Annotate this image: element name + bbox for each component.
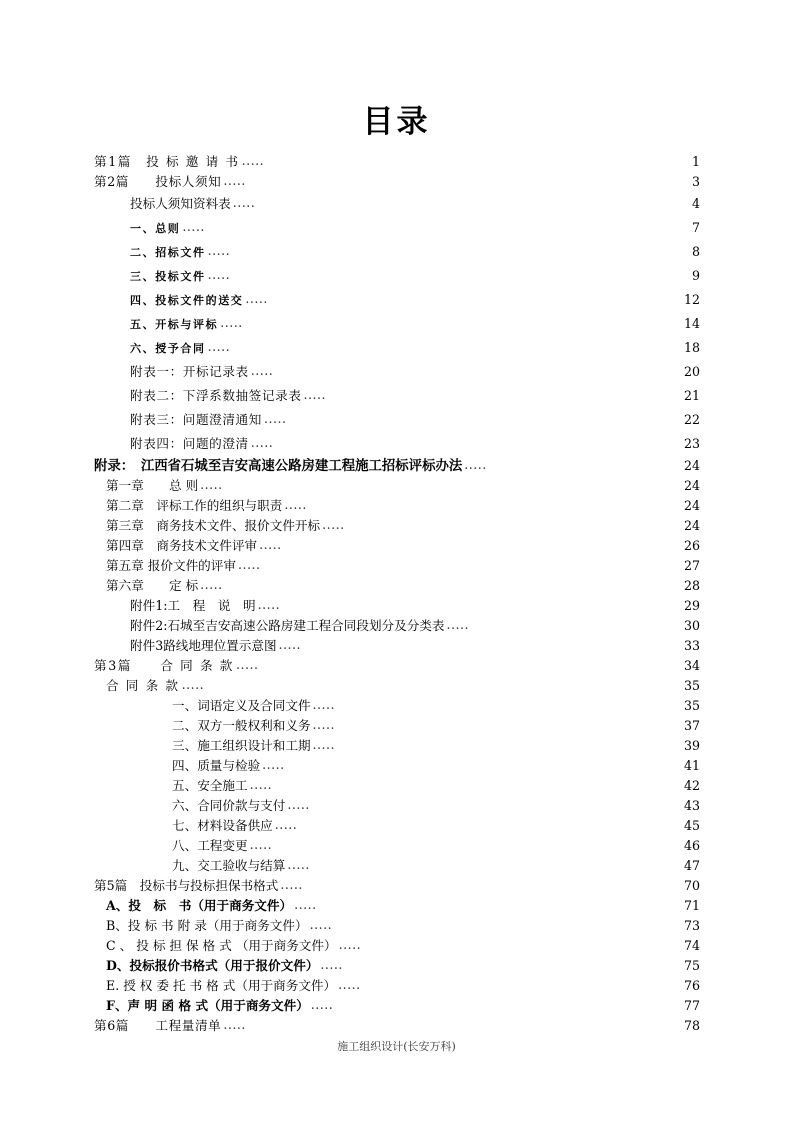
toc-entry[interactable] <box>94 536 700 556</box>
toc-entry-label: 附件2:石城至吉安高速公路房建工程合同段划分及分类表 <box>130 618 445 633</box>
toc-entry-label: 五、开标与评标 <box>130 318 219 331</box>
toc-leader: ..... <box>207 267 231 282</box>
toc-entry[interactable] <box>94 836 700 856</box>
toc-entry-page: 30 <box>683 618 700 633</box>
toc-entry-page: 7 <box>691 220 700 235</box>
toc-leader: ..... <box>249 777 273 792</box>
toc-entry[interactable] <box>94 776 700 796</box>
toc-entry-label: 五、安全施工 <box>172 778 248 793</box>
toc-entry[interactable] <box>94 876 700 896</box>
toc-entry[interactable] <box>94 384 700 408</box>
toc-leader: ..... <box>284 497 307 512</box>
toc-entry[interactable] <box>94 240 700 264</box>
toc-entry-page: 12 <box>683 292 700 307</box>
toc-entry-label: 第5篇 投标书与投标担保书格式 <box>94 878 279 893</box>
toc-leader: ..... <box>250 363 274 378</box>
toc-leader: ..... <box>278 637 302 652</box>
toc-entry-page: 41 <box>683 758 700 773</box>
toc-entry-page: 29 <box>683 598 700 613</box>
toc-leader: ..... <box>263 411 287 426</box>
toc-entry-page: 43 <box>683 798 700 813</box>
toc-entry[interactable] <box>94 696 700 716</box>
toc-entry-label: E. 授 权 委 托 书 格 式（用于商务文件） <box>106 978 337 993</box>
toc-entry-page: 24 <box>683 458 700 473</box>
toc-entry-page: 1 <box>691 154 700 169</box>
toc-entry-label: 九、交工验收与结算 <box>172 858 286 873</box>
toc-entry-page: 26 <box>683 538 700 553</box>
toc-entry-label: 七、材料设备供应 <box>172 818 273 833</box>
toc-entry-label: 附录： 江西省石城至吉安高速公路房建工程施工招标评标办法 <box>94 458 463 474</box>
toc-entry-page: 24 <box>683 498 700 513</box>
page-footer: 施工组织设计(长安万科) <box>337 1040 456 1053</box>
toc-leader: ..... <box>181 677 205 692</box>
toc-entry-page: 35 <box>683 698 700 713</box>
toc-entry-page: 22 <box>683 412 700 427</box>
toc-leader: ..... <box>287 797 310 812</box>
page-title: 目录 <box>362 104 431 140</box>
toc-entry-page: 37 <box>683 718 700 733</box>
toc-entry-label: 第二章 评标工作的组织与职责 <box>106 498 283 513</box>
toc-entry-label: 附表四：问题的澄清 <box>130 436 249 451</box>
toc-entry[interactable] <box>94 736 700 756</box>
toc-leader: ..... <box>200 577 223 592</box>
toc-leader: ..... <box>182 219 205 234</box>
toc-entry[interactable] <box>94 1016 700 1036</box>
toc-entry[interactable] <box>94 312 700 336</box>
toc-leader: ..... <box>338 977 361 992</box>
toc-leader: ..... <box>312 737 336 752</box>
toc-entry[interactable] <box>94 496 700 516</box>
toc-entry-label: 一、总则 <box>130 222 181 235</box>
toc-entry[interactable] <box>94 916 700 936</box>
toc-entry-page: 33 <box>683 638 700 653</box>
toc-entry[interactable] <box>94 976 700 996</box>
toc-entry-page: 23 <box>683 436 700 451</box>
toc-entry-label: 第一章 总 则 <box>106 478 199 493</box>
toc-entry[interactable] <box>94 336 700 360</box>
toc-entry-page: 47 <box>683 858 700 873</box>
toc-entry[interactable] <box>94 936 700 956</box>
toc-entry-label: B、投 标 书 附 录（用于商务文件） <box>106 918 308 933</box>
toc-leader: ..... <box>280 877 303 892</box>
toc-entry-label: 第四章 商务技术文件评审 <box>106 538 258 553</box>
toc-leader: ..... <box>320 957 343 972</box>
toc-entry-label: 三、投标文件 <box>130 270 206 283</box>
toc-entry-label: 三、施工组织设计和工期 <box>172 738 311 753</box>
toc-leader: ..... <box>245 291 268 306</box>
toc-entry-page: 34 <box>683 658 700 673</box>
toc-entry-page: 24 <box>683 478 700 493</box>
toc-entry[interactable] <box>94 456 700 476</box>
toc-entry[interactable] <box>94 288 700 312</box>
toc-entry-label: 二、双方一般权利和义务 <box>172 718 311 733</box>
toc-entry-page: 20 <box>683 364 700 379</box>
toc-entry-label: 第三章 商务技术文件、报价文件开标 <box>106 518 321 533</box>
toc-entry-label: 四、质量与检验 <box>172 758 261 773</box>
toc-entry[interactable] <box>94 636 700 656</box>
toc-entry-page: 76 <box>683 978 700 993</box>
toc-entry-label: 一、词语定义及合同文件 <box>172 698 311 713</box>
toc-entry-label: 第1篇 投 标 邀 请 书 <box>94 154 240 169</box>
toc-leader: ..... <box>249 837 273 852</box>
toc-entry-label: 第6篇 工程量清单 <box>94 1018 222 1033</box>
toc-entry-label: 四、投标文件的送交 <box>130 294 244 307</box>
toc-entry[interactable] <box>94 956 700 976</box>
toc-entry-page: 35 <box>683 678 700 693</box>
toc-leader: ..... <box>223 1017 246 1032</box>
toc-leader: ..... <box>446 617 470 632</box>
toc-entry-page: 24 <box>683 518 700 533</box>
toc-entry[interactable] <box>94 616 700 636</box>
toc-entry-label: 第3篇 合 同 条 款 <box>94 658 234 673</box>
toc-leader: ..... <box>220 315 243 330</box>
toc-leader: ..... <box>322 517 345 532</box>
toc-leader: ..... <box>237 557 261 572</box>
toc-entry-page: 42 <box>683 778 700 793</box>
toc-leader: ..... <box>309 917 333 932</box>
toc-entry-page: 70 <box>683 878 700 893</box>
toc-entry-label: 投标人须知资料表 <box>130 196 231 211</box>
toc-entry[interactable] <box>94 996 700 1016</box>
toc-entry-label: 八、工程变更 <box>172 838 248 853</box>
toc-entry[interactable] <box>94 152 700 172</box>
toc-leader: ..... <box>338 937 362 952</box>
toc-leader: ..... <box>250 435 274 450</box>
toc-leader: ..... <box>259 537 282 552</box>
toc-entry-page: 9 <box>691 268 700 283</box>
toc-entry-label: 六、授予合同 <box>130 342 206 355</box>
toc-entry-page: 39 <box>683 738 700 753</box>
toc-entry-page: 71 <box>683 898 700 913</box>
toc-entry-page: 21 <box>683 388 700 403</box>
toc-entry[interactable] <box>94 576 700 596</box>
toc-leader: ..... <box>310 997 334 1012</box>
toc-entry[interactable] <box>94 432 700 456</box>
toc-entry-label: D、投标报价书格式（用于报价文件） <box>106 958 319 973</box>
toc-leader: ..... <box>207 339 231 354</box>
toc-entry[interactable] <box>94 596 700 616</box>
toc-entry[interactable] <box>94 476 700 496</box>
toc-leader: ..... <box>294 897 317 912</box>
toc-leader: ..... <box>274 817 298 832</box>
toc-leader: ..... <box>287 857 310 872</box>
toc-entry-label: 附件3路线地理位置示意图 <box>130 638 277 653</box>
toc-leader: ..... <box>200 477 223 492</box>
toc-entry-page: 3 <box>691 174 700 189</box>
toc-entry-page: 45 <box>683 818 700 833</box>
toc-entry-label: 第六章 定 标 <box>106 578 199 593</box>
toc-entry[interactable] <box>94 216 700 240</box>
toc-leader: ..... <box>262 757 285 772</box>
toc-entry[interactable] <box>94 516 700 536</box>
toc-entry[interactable] <box>94 360 700 384</box>
toc-leader: ..... <box>312 717 336 732</box>
toc-entry-label: F、声 明 函 格 式（用于商务文件） <box>106 998 309 1013</box>
toc-entry[interactable] <box>94 856 700 876</box>
toc-entry-page: 78 <box>683 1018 700 1033</box>
toc-entry-page: 4 <box>691 196 700 211</box>
toc-entry[interactable] <box>94 192 700 216</box>
toc-entry-label: 附表一：开标记录表 <box>130 364 249 379</box>
toc-leader: ..... <box>235 657 259 672</box>
toc-entry[interactable] <box>94 756 700 776</box>
toc-entry[interactable] <box>94 408 700 432</box>
toc-entry-label: 第五章 报价文件的评审 <box>106 558 236 573</box>
toc-entry-page: 28 <box>683 578 700 593</box>
toc-entry-page: 73 <box>683 918 700 933</box>
toc-entry[interactable] <box>94 264 700 288</box>
toc-entry-label: 六、合同价款与支付 <box>172 798 286 813</box>
toc-entry-label: 二、招标文件 <box>130 246 206 259</box>
toc-entry-label: 合 同 条 款 <box>106 678 180 693</box>
toc-leader: ..... <box>207 243 231 258</box>
toc-entry[interactable] <box>94 656 700 676</box>
toc-leader: ..... <box>223 173 246 188</box>
toc-entry[interactable] <box>94 716 700 736</box>
toc-leader: ..... <box>303 387 327 402</box>
toc-entry-page: 27 <box>683 558 700 573</box>
toc-entry-page: 14 <box>683 316 700 331</box>
toc-leader: ..... <box>232 195 256 210</box>
toc-entry-label: C 、 投 标 担 保 格 式 （用于商务文件） <box>106 938 337 953</box>
toc-entry[interactable] <box>94 556 700 576</box>
toc-entry-page: 75 <box>683 958 700 973</box>
toc-leader: ..... <box>312 697 336 712</box>
toc-entry[interactable] <box>94 896 700 916</box>
toc-entry-label: 第2篇 投标人须知 <box>94 174 222 189</box>
toc-leader: ..... <box>257 597 281 612</box>
toc-entry-page: 77 <box>683 998 700 1013</box>
table-of-contents <box>94 152 700 1036</box>
toc-entry-page: 8 <box>691 244 700 259</box>
toc-leader: ..... <box>464 457 487 472</box>
toc-entry-label: 附表二：下浮系数抽签记录表 <box>130 388 302 403</box>
toc-entry[interactable] <box>94 796 700 816</box>
toc-entry-label: A、投 标 书（用于商务文件） <box>106 898 293 913</box>
toc-entry-page: 18 <box>683 340 700 355</box>
toc-leader: ..... <box>241 153 265 168</box>
toc-entry[interactable] <box>94 816 700 836</box>
toc-entry[interactable] <box>94 676 700 696</box>
toc-entry-label: 附件1:工 程 说 明 <box>130 598 256 613</box>
toc-entry-page: 46 <box>683 838 700 853</box>
toc-entry-label: 附表三：问题澄清通知 <box>130 412 262 427</box>
toc-entry[interactable] <box>94 172 700 192</box>
toc-entry-page: 74 <box>683 938 700 953</box>
